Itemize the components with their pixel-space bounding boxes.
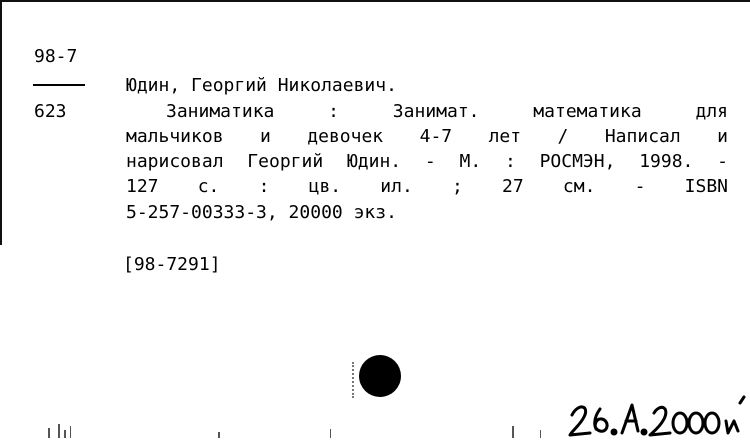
handwritten-date-signature <box>560 395 750 440</box>
description-line: нарисовал Георгий Юдин. - М. : РОСМЭН, 1998. - <box>126 151 728 172</box>
index-divider <box>33 84 85 86</box>
description-line: 5-257-00333-3, 20000 экз. <box>126 202 397 223</box>
catalog-number: [98-7291] <box>123 254 221 275</box>
description-line: мальчиков и девочек 4-7 лет / Написал и <box>126 126 728 147</box>
description-line: 127 с. : цв. ил. ; 27 см. - ISBN <box>126 176 728 197</box>
author-heading: Юдин, Георгий Николаевич. <box>126 75 397 96</box>
index-number-top: 98-7 <box>34 46 78 67</box>
card-left-border <box>0 0 2 245</box>
index-number-bottom: 623 <box>34 101 67 122</box>
card-top-border <box>0 0 750 2</box>
description-line: Заниматика : Занимат. математика для <box>166 101 728 122</box>
punch-hole <box>359 355 401 397</box>
